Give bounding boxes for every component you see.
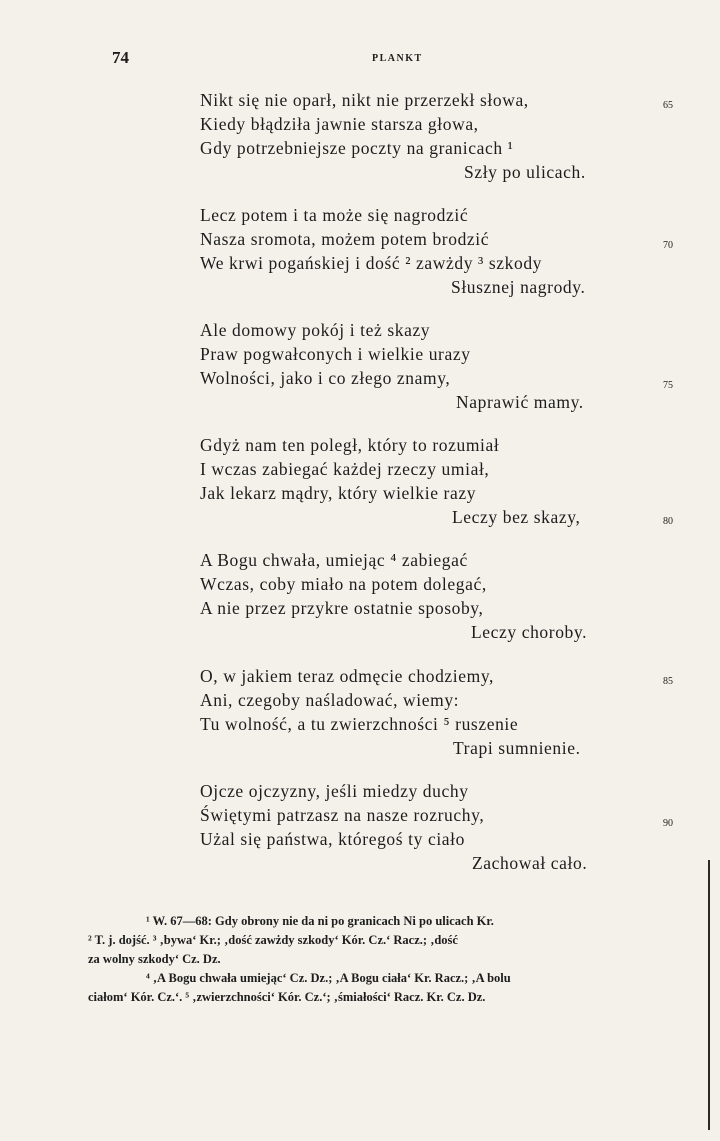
footnote-line: ² T. j. dojść. ³ ‚bywa‘ Kr.; ‚dość zawżdy szkody‘ Kór. Cz.‘ Racz.; ‚dość [88,933,458,947]
poem-line: Ani, czegoby naśladować, wiemy: [200,690,460,710]
poem-line: We krwi pogańskiej i dość ² zawżdy ³ szkody [200,253,543,273]
footnote-line: za wolny szkody‘ Cz. Dz. [88,952,221,966]
running-title: PLANKT [372,53,423,64]
poem-line: Świętymi patrzasz na nasze rozruchy, [200,805,485,825]
poem-line: Nikt się nie oparł, nikt nie przerzekł słowa, [200,90,529,110]
poem-line: Wczas, coby miało na potem dolegać, [200,574,487,594]
poem-short-line: Słusznej nagrody. [451,277,586,297]
poem-line: Gdyż nam ten poległ, który to rozumiał [200,435,500,455]
verse-line-number: 65 [663,100,673,111]
poem-line: Nasza sromota, możem potem brodzić [200,229,490,249]
poem-line: Tu wolność, a tu zwierzchności ⁵ ruszenie [200,714,519,734]
poem-line: Ojcze ojczyzny, jeśli miedzy duchy [200,781,469,801]
poem-line: Jak lekarz mądry, który wielkie razy [200,483,477,503]
poem-line: Kiedy błądziła jawnie starsza głowa, [200,114,479,134]
poem-line: Ale domowy pokój i też skazy [200,320,431,340]
page-number: 74 [112,48,129,67]
poem-line: Użal się państwa, któregoś ty ciało [200,829,465,849]
poem-line: Praw pogwałconych i wielkie urazy [200,344,471,364]
verse-line-number: 75 [663,380,673,391]
poem-short-line: Naprawić mamy. [456,392,584,412]
verse-line-number: 90 [663,818,673,829]
poem-line: Lecz potem i ta może się nagrodzić [200,205,469,225]
footnote-line: ciałom‘ Kór. Cz.‘. ⁵ ‚zwierzchności‘ Kór. Cz.‘; ‚śmiałości‘ Racz. Kr. Cz. Dz. [88,990,486,1004]
verse-line-number: 85 [663,676,673,687]
poem-short-line: Szły po ulicach. [464,162,586,182]
poem-short-line: Leczy bez skazy, [452,507,581,527]
poem-line: Gdy potrzebniejsze poczty na granicach ¹ [200,138,514,158]
poem-line: Wolności, jako i co złego znamy, [200,368,451,388]
verse-line-number: 70 [663,240,673,251]
poem-short-line: Zachował cało. [472,853,588,873]
poem-line: A Bogu chwała, umiejąc ⁴ zabiegać [200,550,468,570]
page-edge-rule [708,860,710,1130]
poem-short-line: Leczy choroby. [471,622,588,642]
footnote-line: ¹ W. 67—68: Gdy obrony nie da ni po granicach Ni po ulicach Kr. [146,914,494,928]
poem-line: A nie przez przykre ostatnie sposoby, [200,598,484,618]
poem-short-line: Trapi sumnienie. [453,738,581,758]
footnote-line: ⁴ ‚A Bogu chwała umiejąc‘ Cz. Dz.; ‚A Bogu ciała‘ Kr. Racz.; ‚A bolu [146,971,511,985]
poem-line: I wczas zabiegać każdej rzeczy umiał, [200,459,490,479]
poem-line: O, w jakiem teraz odmęcie chodziemy, [200,666,495,686]
verse-line-number: 80 [663,516,673,527]
